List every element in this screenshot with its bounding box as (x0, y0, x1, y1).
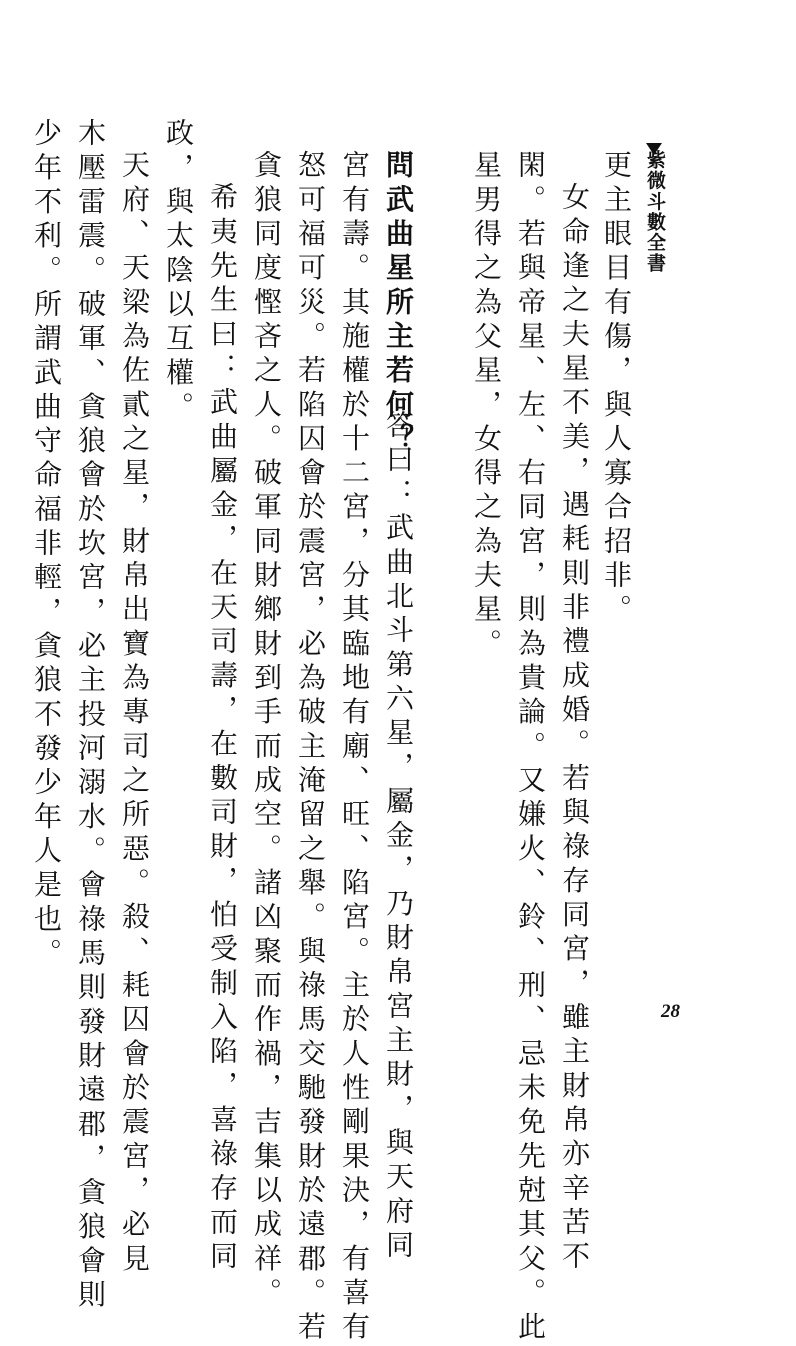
text-column-6: 宮有壽。其施權於十二宮，分其臨地有廟、旺、陷宮。主於人性剛果決，有喜有 (338, 150, 371, 1346)
text-column-8: 貪狼同度慳吝之人。破軍同財鄉財到手而成空。諸凶聚而作禍，吉集以成祥。 (250, 150, 283, 1312)
running-header-book-title: 紫微斗數全書 (644, 150, 666, 274)
text-column-5: 答曰：武曲北斗第六星，屬金，乃財帛宮主財，與天府同 (382, 410, 415, 1264)
text-column-1: 更主眼目有傷，與人寡合招非。 (600, 150, 633, 629)
text-column-12: 木壓雷震。破軍、貪狼會於坎宮，必主投河溺水。會祿馬則發財遠郡，貪狼會則 (74, 118, 107, 1314)
page-number: 28 (661, 1001, 680, 1022)
text-column-10: 政，與太陰以互權。 (162, 118, 195, 426)
text-column-9: 希夷先生曰：武曲屬金，在天司壽，在數司財，怕受制入陷，喜祿存而同 (206, 182, 239, 1276)
text-column-2: 女命逢之夫星不美，遇耗則非禮成婚。若與祿存同宮，雖主財帛亦辛苦不 (558, 182, 591, 1276)
text-column-7: 怒可福可災。若陷囚會於震宮，必為破主淹留之舉。與祿馬交馳發財於遠郡。若 (294, 150, 327, 1346)
text-column-13: 少年不利。所謂武曲守命福非輕，貪狼不發少年人是也。 (30, 118, 63, 972)
text-column-4: 星男得之為父星，女得之為夫星。 (470, 150, 503, 663)
text-column-3: 閑。若與帝星、左、右同宮，則為貴論。又嫌火、鈴、刑、忌未免先尅其父。此 (514, 150, 547, 1346)
text-column-11: 天府、天梁為佐貳之星，財帛出寶為專司之所惡。殺、耗囚會於震宮，必見 (118, 150, 151, 1278)
section-heading: 問武曲星所主若何？ (382, 150, 415, 458)
